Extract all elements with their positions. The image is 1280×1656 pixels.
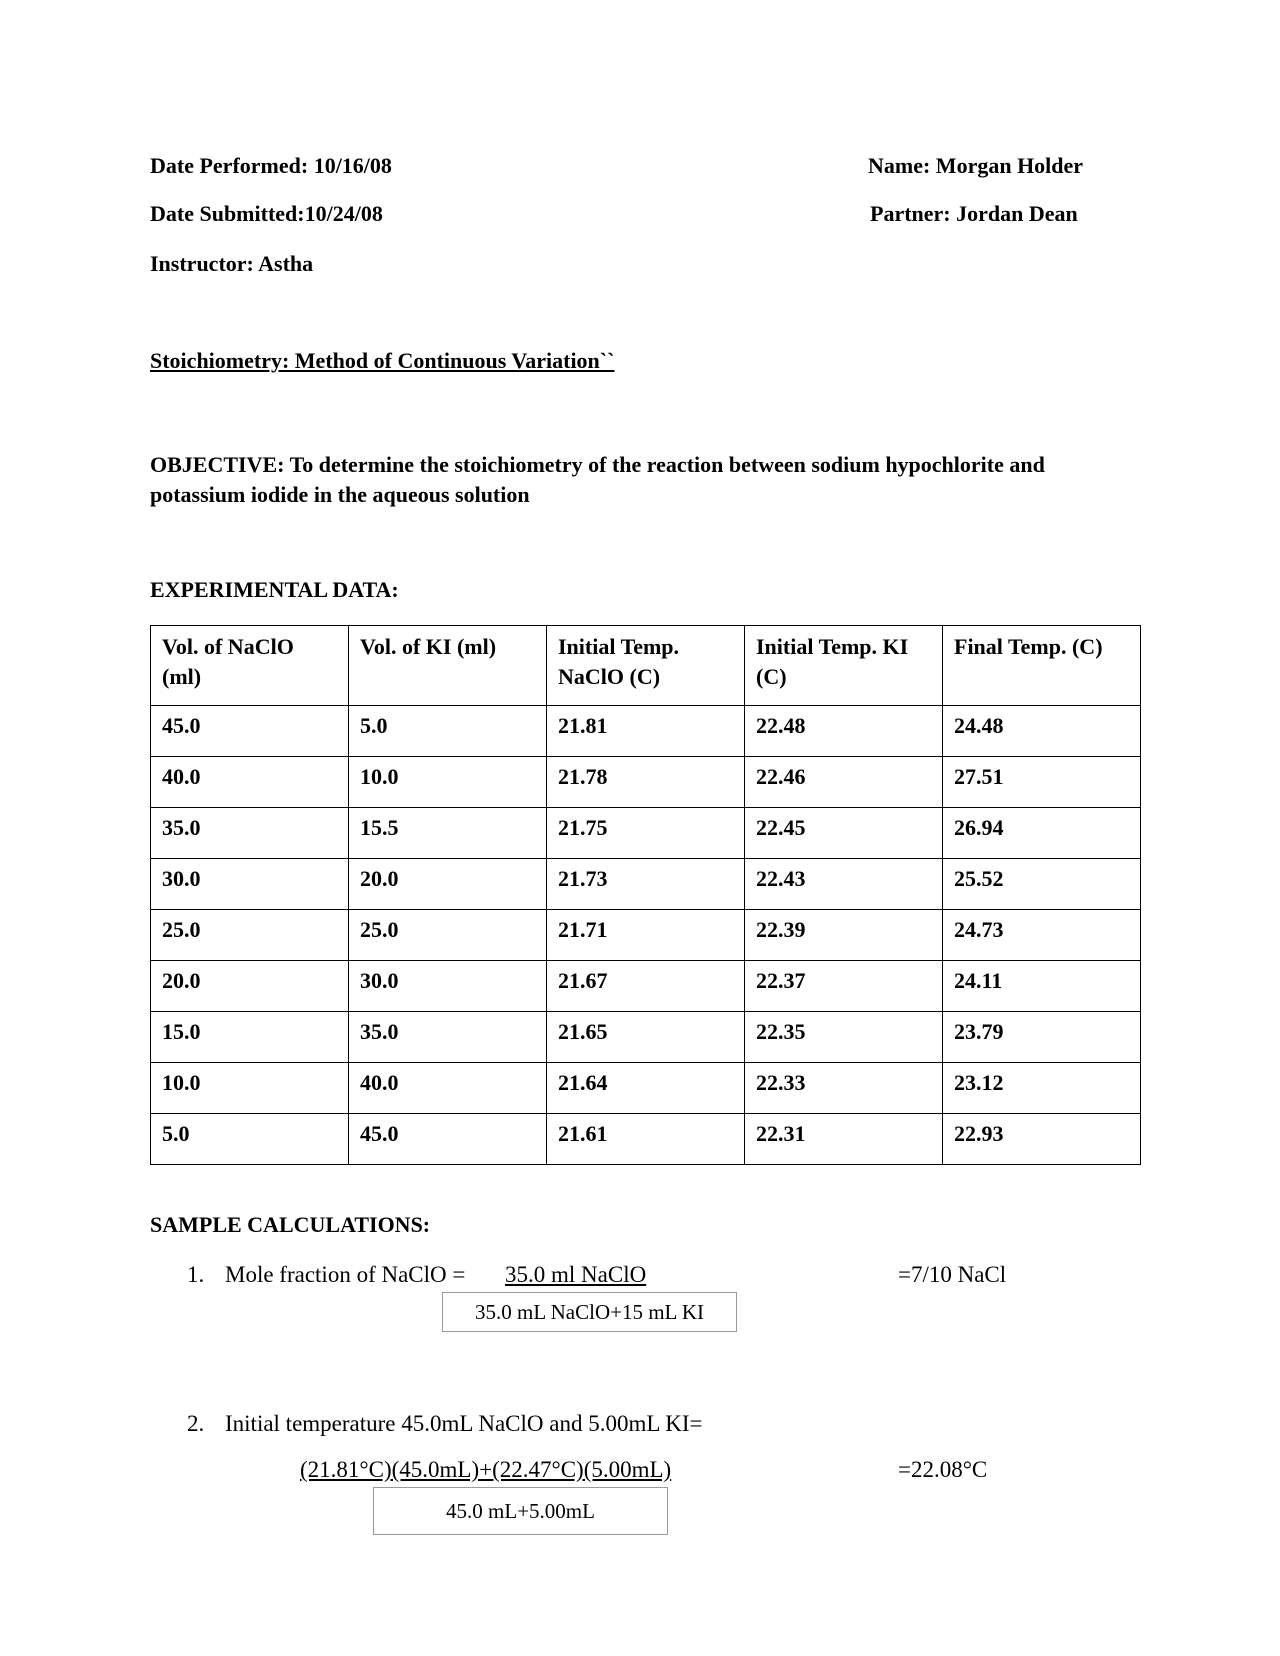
table-cell: 22.93	[943, 1114, 1141, 1165]
table-cell: 21.81	[547, 706, 745, 757]
calc-2-number: 2.	[187, 1411, 205, 1436]
table-cell: 25.0	[151, 910, 349, 961]
calc-1-result: =7/10 NaCl	[898, 1262, 1007, 1287]
table-cell: 22.33	[745, 1063, 943, 1114]
table-cell: 26.94	[943, 808, 1141, 859]
table-cell: 23.79	[943, 1012, 1141, 1063]
table-cell: 35.0	[349, 1012, 547, 1063]
table-cell: 10.0	[349, 757, 547, 808]
table-row	[151, 808, 1141, 859]
table-cell: 10.0	[151, 1063, 349, 1114]
table-cell: 5.0	[349, 706, 547, 757]
table-header-row	[151, 626, 1141, 706]
partner-name: Partner: Jordan Dean	[870, 201, 1078, 226]
table-cell: 25.0	[349, 910, 547, 961]
column-header: Final Temp. (C)	[943, 626, 1141, 706]
calc-2-denominator: 45.0 mL+5.00mL	[373, 1487, 668, 1535]
table-cell: 22.45	[745, 808, 943, 859]
calc-1-number: 1.	[187, 1262, 205, 1287]
objective-text: OBJECTIVE: To determine the stoichiometry of the reaction between sodium hypochlorite and potassium iodide in the aqueous solution	[150, 452, 1045, 507]
table-cell: 23.12	[943, 1063, 1141, 1114]
table-cell: 21.64	[547, 1063, 745, 1114]
table-cell: 40.0	[349, 1063, 547, 1114]
table-cell: 24.11	[943, 961, 1141, 1012]
table-row	[151, 706, 1141, 757]
table-cell: 21.73	[547, 859, 745, 910]
table-cell: 21.65	[547, 1012, 745, 1063]
page-title: Stoichiometry: Method of Continuous Variation``	[150, 348, 615, 373]
column-header: Vol. of KI (ml)	[349, 626, 547, 706]
table-cell: 22.46	[745, 757, 943, 808]
table-cell: 24.48	[943, 706, 1141, 757]
calc-2-result: =22.08°C	[898, 1457, 988, 1482]
table-cell: 22.31	[745, 1114, 943, 1165]
calc-1-denominator: 35.0 mL NaClO+15 mL KI	[442, 1292, 737, 1332]
table-row	[151, 757, 1141, 808]
table-cell: 22.39	[745, 910, 943, 961]
date-submitted: Date Submitted:10/24/08	[150, 201, 383, 226]
calc-2-numerator: (21.81°C)(45.0mL)+(22.47°C)(5.00mL)	[300, 1457, 672, 1482]
calc-2-label: Initial temperature 45.0mL NaClO and 5.00mL KI=	[225, 1411, 703, 1436]
table-cell: 45.0	[349, 1114, 547, 1165]
table-row	[151, 859, 1141, 910]
table-row	[151, 910, 1141, 961]
table-cell: 15.5	[349, 808, 547, 859]
table-cell: 21.78	[547, 757, 745, 808]
table-cell: 22.43	[745, 859, 943, 910]
date-performed: Date Performed: 10/16/08	[150, 153, 392, 178]
table-cell: 15.0	[151, 1012, 349, 1063]
table-cell: 30.0	[151, 859, 349, 910]
table-cell: 25.52	[943, 859, 1141, 910]
table-cell: 24.73	[943, 910, 1141, 961]
calc-1-numerator: 35.0 ml NaClO	[505, 1262, 647, 1287]
table-row	[151, 1012, 1141, 1063]
column-header: Initial Temp. KI (C)	[745, 626, 943, 706]
table-cell: 30.0	[349, 961, 547, 1012]
experimental-data-table	[150, 625, 1141, 1165]
table-cell: 20.0	[151, 961, 349, 1012]
table-cell: 21.71	[547, 910, 745, 961]
table-cell: 21.75	[547, 808, 745, 859]
table-cell: 27.51	[943, 757, 1141, 808]
experimental-data-heading: EXPERIMENTAL DATA:	[150, 577, 399, 602]
table-cell: 45.0	[151, 706, 349, 757]
instructor: Instructor: Astha	[150, 251, 314, 276]
table-cell: 22.37	[745, 961, 943, 1012]
table-row	[151, 1114, 1141, 1165]
table-row	[151, 1063, 1141, 1114]
calc-1-label: Mole fraction of NaClO =	[225, 1262, 466, 1287]
table-cell: 22.48	[745, 706, 943, 757]
column-header: Initial Temp. NaClO (C)	[547, 626, 745, 706]
table-cell: 20.0	[349, 859, 547, 910]
table-cell: 21.61	[547, 1114, 745, 1165]
sample-calculations-heading: SAMPLE CALCULATIONS:	[150, 1212, 431, 1237]
table-cell: 22.35	[745, 1012, 943, 1063]
table-cell: 35.0	[151, 808, 349, 859]
table-cell: 40.0	[151, 757, 349, 808]
table-cell: 5.0	[151, 1114, 349, 1165]
table-cell: 21.67	[547, 961, 745, 1012]
table-row	[151, 961, 1141, 1012]
column-header: Vol. of NaClO (ml)	[151, 626, 349, 706]
student-name: Name: Morgan Holder	[868, 153, 1084, 178]
